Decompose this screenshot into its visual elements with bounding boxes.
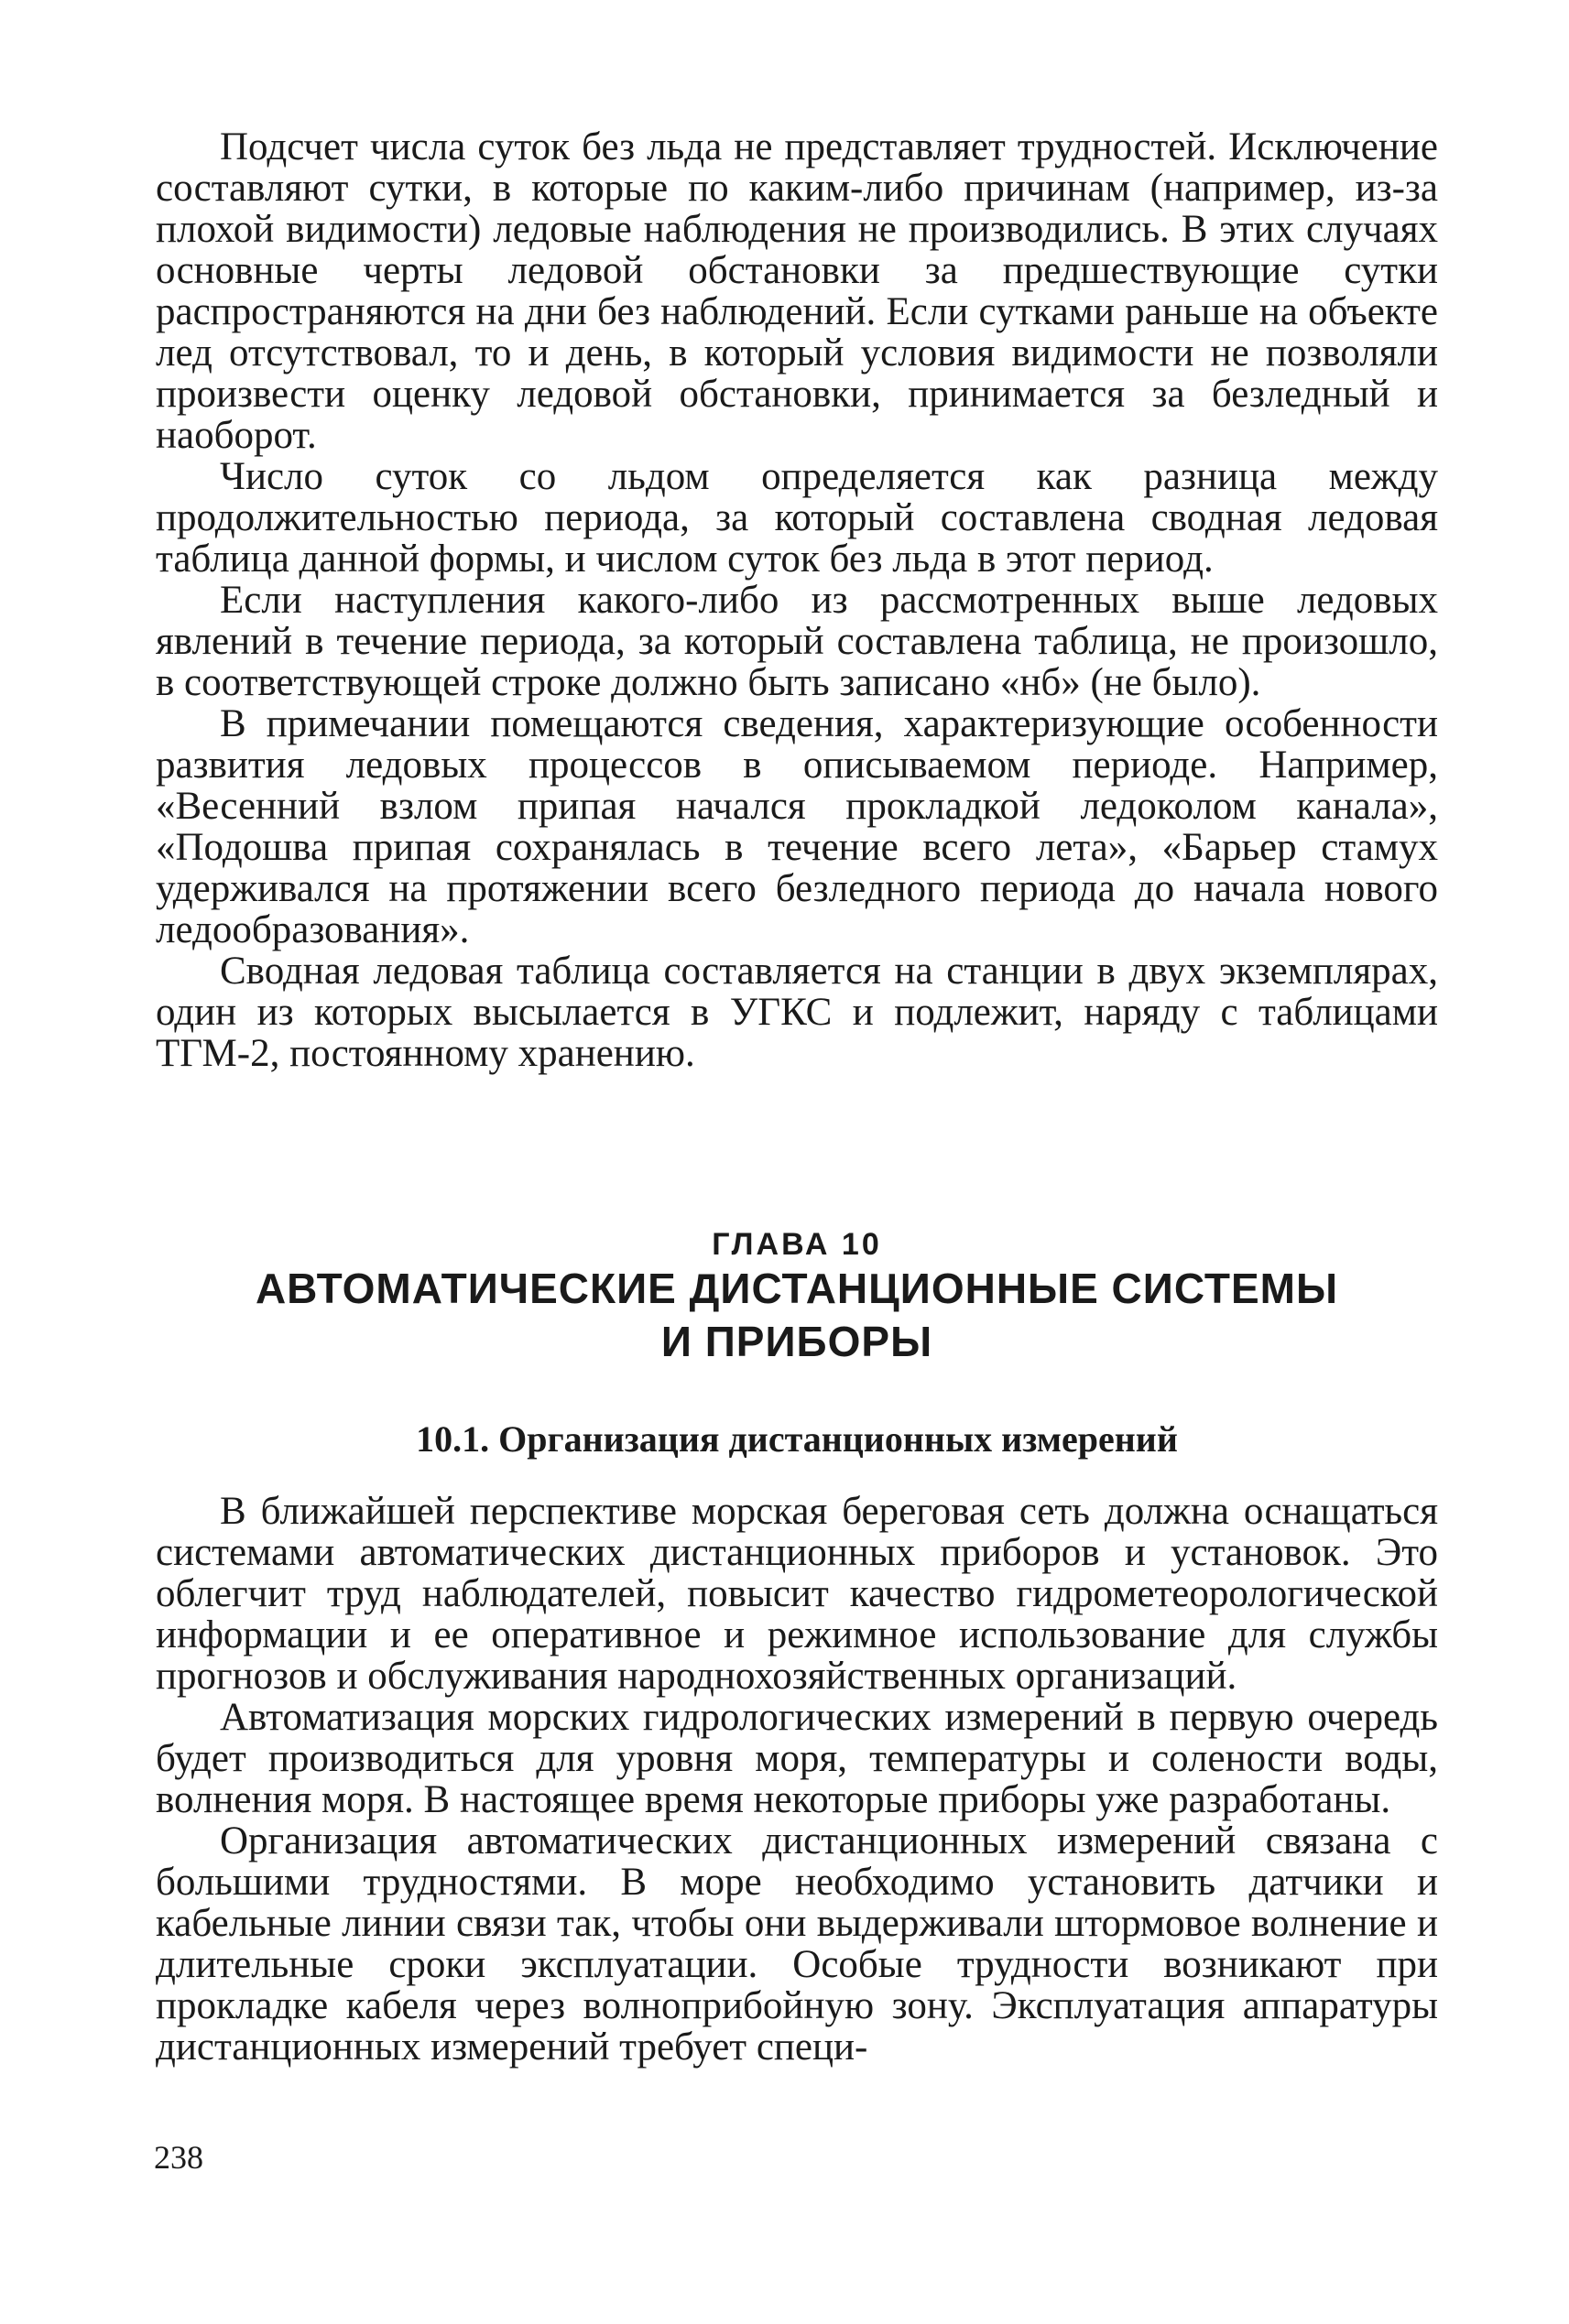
paragraph-table-copies: Сводная ледовая таблица составляется на станции в двух экземплярах, один из которых высылается в УГКС и подлежит, наряду с таблицами ТГМ-2, постоянному хранению. (156, 950, 1438, 1075)
paragraph-network-equipment: В ближайшей перспективе морская береговая сеть должна оснащаться системами автоматических дистанционных приборов и установок. Это облегчит труд наблюдателей, повысит качество гидрометеорологической информации и ее оперативное и режимное использование для службы прогнозов и обслуживания народнохозяйственных организаций. (156, 1490, 1438, 1698)
chapter-title-line-2: И ПРИБОРЫ (660, 1318, 933, 1365)
section-heading: 10.1. Организация дистанционных измерений (416, 1418, 1178, 1460)
chapter-label: ГЛАВА 10 (712, 1227, 882, 1262)
paragraph-ice-days: Число суток со льдом определяется как разница между продолжительностью периода, за который составлена сводная ледовая таблица данной формы, и числом суток без льда в этот период. (156, 455, 1438, 581)
chapter-title (156, 1262, 1438, 1368)
section-text (156, 1491, 1438, 2068)
intro-text (156, 126, 1438, 1074)
paragraph-ice-free-days: Подсчет числа суток без льда не представляет трудностей. Исключение составляют сутки, в которые по каким-либо причинам (например, из-за плохой видимости) ледовые наблюдения не производились. В этих случаях основные черты ледовой обстановки за предшествующие сутки распространяются на дни без наблюдений. Если сутками раньше на объекте лед отсутствовал, то и день, в который условия видимости не позволяли произвести оценку ледовой обстановки, принимается за безледный и наоборот. (156, 125, 1438, 457)
paragraph-no-ice-phenomena: Если наступления какого-либо из рассмотренных выше ледовых явлений в течение периода, за который составлена таблица, не произошло, в соответствующей строке должно быть записано «нб» (не было). (156, 579, 1438, 704)
paragraph-difficulties: Организация автоматических дистанционных измерений связана с большими трудностями. В море необходимо установить датчики и кабельные линии связи так, чтобы они выдерживали штормовое волнение и длительные сроки эксплуатации. Особые трудности возникают при прокладке кабеля через волноприбойную зону. Эксплуатация аппаратуры дистанционных измерений требует специ- (156, 1819, 1438, 2069)
page-number: 238 (154, 2139, 203, 2176)
paragraph-notes: В примечании помещаются сведения, характеризующие особенности развития ледовых процессов в описываемом периоде. Например, «Весенний взлом припая начался прокладкой ледоколом канала», «Подошва припая сохранялась в течение всего лета», «Барьер стамух удерживался на протяжении всего безледного периода до начала нового ледообразования». (156, 702, 1438, 951)
chapter-title-line-1: АВТОМАТИЧЕСКИЕ ДИСТАНЦИОННЫЕ СИСТЕМЫ (255, 1265, 1339, 1312)
paragraph-automation: Автоматизация морских гидрологических измерений в первую очередь будет производиться для уровня моря, температуры и солености воды, волнения моря. В настоящее время некоторые приборы уже разработаны. (156, 1696, 1438, 1821)
